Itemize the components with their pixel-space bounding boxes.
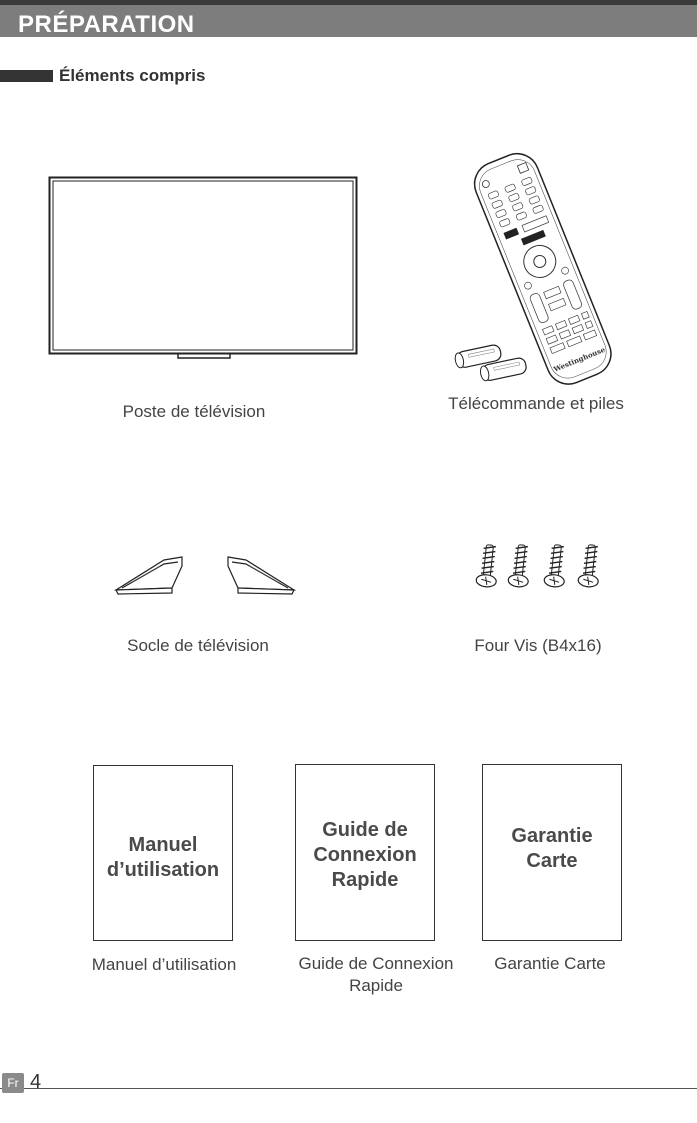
section-title: Éléments compris — [59, 66, 206, 85]
remote-brand-text: Westinghouse — [552, 344, 607, 374]
quick-guide-caption: Guide de Connexion Rapide — [298, 954, 454, 995]
tv-caption: Poste de télévision — [122, 402, 266, 421]
section-marker — [0, 70, 53, 82]
language-badge: Fr — [2, 1073, 24, 1093]
footer-rule — [0, 1088, 697, 1089]
remote-illustration — [430, 150, 650, 390]
manual-box — [93, 765, 233, 941]
page-title: PRÉPARATION — [18, 11, 195, 38]
stand-caption: Socle de télévision — [127, 636, 269, 655]
remote-caption: Télécommande et piles — [448, 394, 624, 413]
page-header — [0, 5, 697, 37]
warranty-box-label: Garantie Carte — [511, 825, 593, 872]
quick-guide-box-label: Guide de Connexion Rapide — [313, 819, 417, 891]
tv-illustration — [48, 176, 360, 360]
screw-2 — [508, 544, 532, 588]
screws-caption: Four Vis (B4x16) — [474, 636, 602, 655]
warranty-box — [482, 764, 622, 941]
manual-box-label: Manuel d’utilisation — [106, 834, 220, 881]
quick-guide-box — [295, 764, 435, 941]
screw-3 — [544, 544, 568, 588]
warranty-caption: Garantie Carte — [494, 954, 606, 973]
screw-1 — [476, 544, 500, 588]
screws-illustration — [474, 543, 609, 589]
screw-4 — [578, 544, 602, 588]
page-number: 4 — [30, 1071, 42, 1093]
manual-caption: Manuel d’utilisation — [91, 955, 237, 974]
stand-illustration — [112, 552, 298, 596]
